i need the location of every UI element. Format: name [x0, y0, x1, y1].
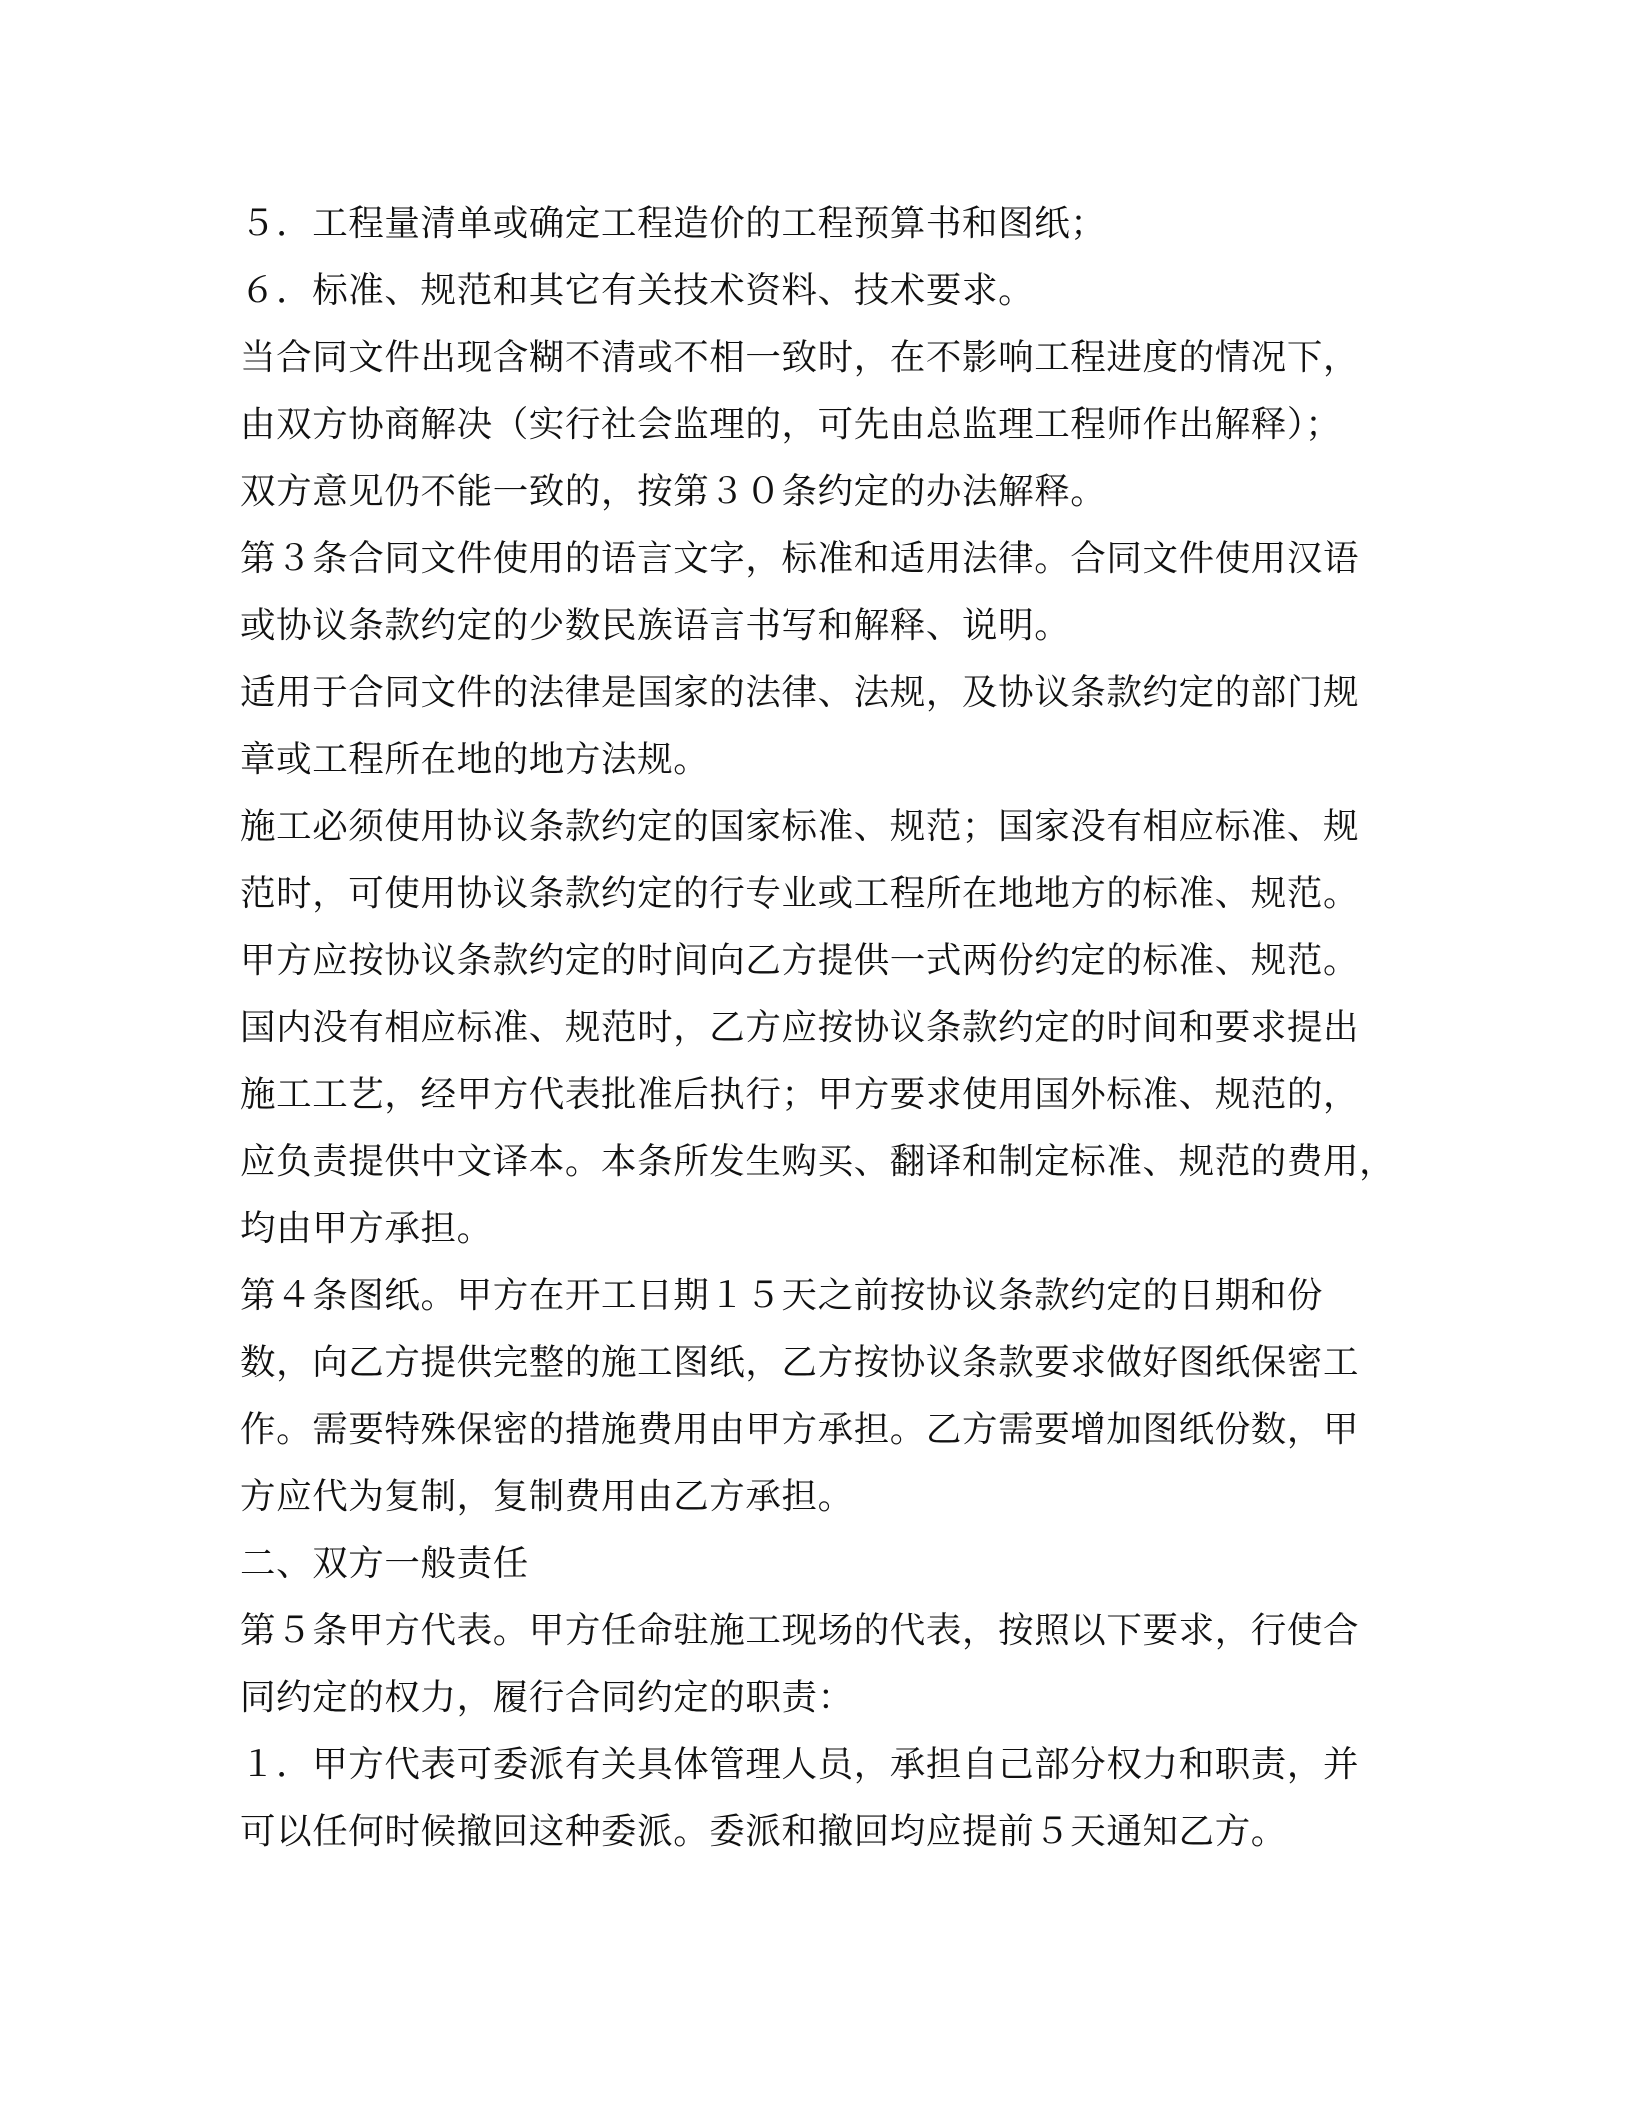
text-line-article-4-1: 第４条图纸。甲方在开工日期１５天之前按协议条款约定的日期和份	[240, 1275, 1324, 1316]
text-line-law-2: 章或工程所在地的地方法规。	[240, 739, 710, 780]
text-line-standards-5: 施工工艺，经甲方代表批准后执行；甲方要求使用国外标准、规范的，	[240, 1074, 1360, 1115]
text-line-standards-7: 均由甲方承担。	[240, 1208, 493, 1249]
text-line-item-1-2: 可以任何时候撤回这种委派。委派和撤回均应提前５天通知乙方。	[240, 1811, 1287, 1852]
text-line-conflict-3: 双方意见仍不能一致的，按第３０条约定的办法解释。	[240, 471, 1107, 512]
text-line-article-4-3: 作。需要特殊保密的措施费用由甲方承担。乙方需要增加图纸份数，甲	[240, 1409, 1360, 1450]
text-line-article-5-2: 同约定的权力，履行合同约定的职责：	[240, 1677, 854, 1718]
text-line-item-1-1: １．甲方代表可委派有关具体管理人员，承担自己部分权力和职责，并	[240, 1744, 1360, 1785]
text-line-article-4-4: 方应代为复制，复制费用由乙方承担。	[240, 1476, 854, 1517]
text-line-standards-6: 应负责提供中文译本。本条所发生购买、翻译和制定标准、规范的费用，	[240, 1141, 1396, 1182]
text-line-standards-3: 甲方应按协议条款约定的时间向乙方提供一式两份约定的标准、规范。	[240, 940, 1360, 981]
text-line-law-1: 适用于合同文件的法律是国家的法律、法规，及协议条款约定的部门规	[240, 672, 1360, 713]
text-line-standards-2: 范时，可使用协议条款约定的行专业或工程所在地地方的标准、规范。	[240, 873, 1360, 914]
text-line-article-5-1: 第５条甲方代表。甲方任命驻施工现场的代表，按照以下要求，行使合	[240, 1610, 1360, 1651]
text-line-article-4-2: 数，向乙方提供完整的施工图纸，乙方按协议条款要求做好图纸保密工	[240, 1342, 1360, 1383]
text-line-standards-4: 国内没有相应标准、规范时，乙方应按协议条款约定的时间和要求提出	[240, 1007, 1360, 1048]
text-line-standards-1: 施工必须使用协议条款约定的国家标准、规范；国家没有相应标准、规	[240, 806, 1360, 847]
section-heading-general-responsibilities: 二、双方一般责任	[240, 1543, 529, 1584]
text-line-item-6: ６．标准、规范和其它有关技术资料、技术要求。	[240, 270, 1035, 311]
contract-text-body	[240, 190, 1400, 1865]
text-line-item-5: ５．工程量清单或确定工程造价的工程预算书和图纸；	[240, 203, 1107, 244]
text-line-article-3-1: 第３条合同文件使用的语言文字，标准和适用法律。合同文件使用汉语	[240, 538, 1360, 579]
text-line-article-3-2: 或协议条款约定的少数民族语言书写和解释、说明。	[240, 605, 1071, 646]
text-line-conflict-2: 由双方协商解决（实行社会监理的，可先由总监理工程师作出解释）；	[240, 404, 1342, 445]
text-line-conflict-1: 当合同文件出现含糊不清或不相一致时，在不影响工程进度的情况下，	[240, 337, 1360, 378]
